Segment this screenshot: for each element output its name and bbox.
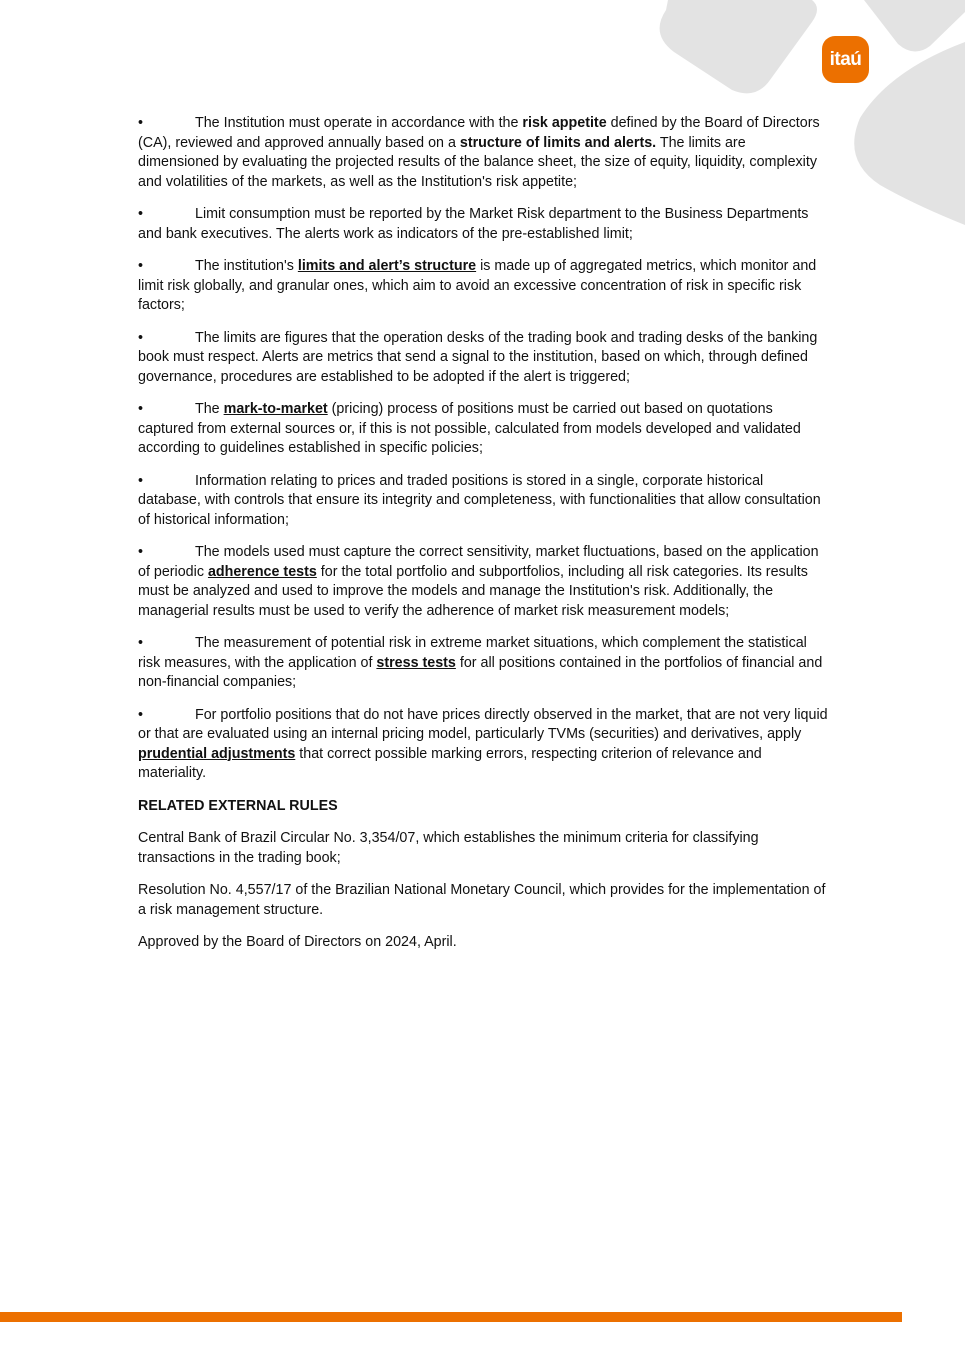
bullet-symbol: • <box>138 258 144 274</box>
decor-shape-right <box>854 42 965 225</box>
link-mark-to-market[interactable]: mark-to-market <box>223 401 328 417</box>
bullet-symbol: • <box>138 635 144 651</box>
decor-shape-left <box>660 0 817 93</box>
link-prudential-adjustments[interactable]: prudential adjustments <box>138 745 296 762</box>
link-limits-alerts-structure[interactable]: limits and alert’s structure <box>297 258 477 274</box>
bullet-symbol: • <box>138 401 144 417</box>
bullet-symbol: • <box>138 206 144 222</box>
decor-shape-top-right <box>864 0 965 52</box>
bullet-limits-figures: • The limits are figures that the operation desks of the trading book and trading desks of the banking book must respect. Alerts are metrics that send a signal to the institution, based on which, through defined governance, procedures are established to be adopted if the alert is triggered; <box>138 329 818 385</box>
related-rules-heading: RELATED EXTERNAL RULES <box>138 797 338 814</box>
bullet-historical-database: • Information relating to prices and traded positions is stored in a single, corporate historical database, with controls that ensure its integrity and completeness, with functionalities that allow consultation of historical information; <box>138 472 821 528</box>
related-rule-resolution: Resolution No. 4,557/17 of the Brazilian National Monetary Council, which provides for the implementation of a risk management structure. <box>138 882 826 918</box>
bullet-symbol: • <box>138 472 144 489</box>
related-rule-circular: Central Bank of Brazil Circular No. 3,354/07, which establishes the minimum criteria for classifying transactions in the trading book; <box>138 830 759 866</box>
bullet-limits-structure: • The institution's limits and alert’s structure is made up of aggregated metrics, which monitor and limit risk globally, and granular ones, which aim to avoid an excessive concentration of risk in specific risk factors; <box>138 258 817 313</box>
bullet-symbol: • <box>138 329 144 346</box>
link-stress-tests[interactable]: stress tests <box>376 654 456 671</box>
link-adherence-tests[interactable]: adherence tests <box>207 563 317 580</box>
bullet-symbol: • <box>138 115 144 131</box>
footer-accent-bar <box>0 1312 902 1322</box>
bullet-mark-to-market: • The mark-to-market (pricing) process of positions must be carried out based on quotations captured from external sources or, if this is not possible, calculated from models developed and validated according to guidelines established in specific policies; <box>138 401 801 456</box>
bullet-symbol: • <box>138 544 144 560</box>
bullet-prudential-adjustments: • For portfolio positions that do not have prices directly observed in the market, that are not very liquid or that are evaluated using an internal pricing model, particularly TVMs (securities) and derivatives, apply prudential adjustments that correct possible marking errors, respecting criterion of relevance and materiality. <box>138 706 828 781</box>
bullet-risk-appetite: • The Institution must operate in accordance with the risk appetite defined by the Board of Directors (CA), reviewed and approved annually based on a structure of limits and alerts. The limits are dimensioned by evaluating the projected results of the balance sheet, the size of equity, liquidity, complexity and volatilities of the markets, as well as the Institution's risk appetite; <box>138 115 820 190</box>
bullet-limit-consumption: • Limit consumption must be reported by the Market Risk department to the Business Departments and bank executives. The alerts work as indicators of the pre-established limit; <box>138 206 809 242</box>
bullet-adherence-tests: • The models used must capture the correct sensitivity, market fluctuations, based on the application of periodic adherence tests for the total portfolio and subportfolios, including all risk categories. Its results must be analyzed and used to improve the models and manage the Institution's risk. Additionally, the managerial results must be used to verify the adherence of market risk measurement models; <box>138 544 819 619</box>
itau-logo: itaú <box>822 36 869 83</box>
bullet-symbol: • <box>138 706 144 723</box>
approval-note: Approved by the Board of Directors on 2024, April. <box>138 934 457 950</box>
bullet-stress-tests: • The measurement of potential risk in extreme market situations, which complement the statistical risk measures, with the application of stress tests for all positions contained in the portfolios of financial and non-financial companies; <box>138 635 823 690</box>
policy-content <box>138 114 828 966</box>
